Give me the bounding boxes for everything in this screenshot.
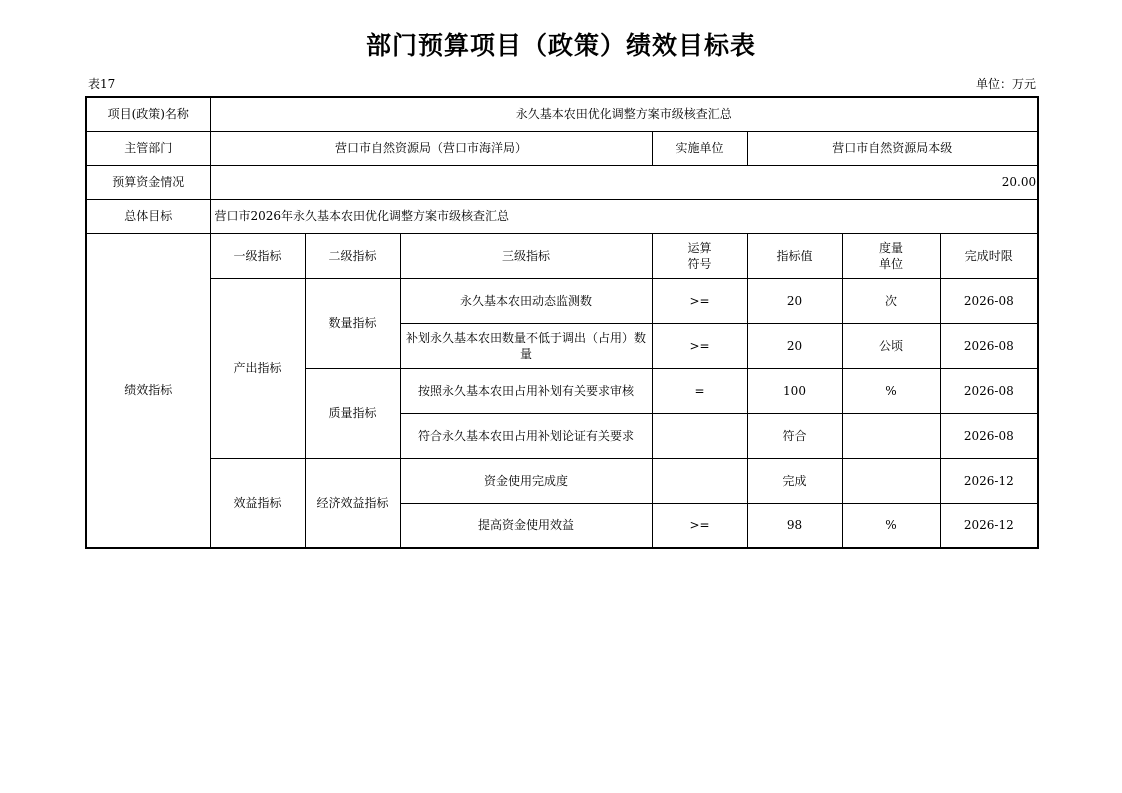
goal-value: 营口市2026年永久基本农田优化调整方案市级核查汇总: [210, 199, 1038, 233]
deadline-cell: 2026-08: [940, 323, 1038, 368]
deadline-cell: 2026-12: [940, 458, 1038, 503]
l2-quality: 质量指标: [305, 368, 400, 458]
deadline-cell: 2026-08: [940, 413, 1038, 458]
col-header-l1: 一级指标: [210, 233, 305, 278]
value-cell: 100: [747, 368, 842, 413]
l3-cell: 永久基本农田动态监测数: [400, 278, 652, 323]
impl-value: 营口市自然资源局本级: [747, 131, 1038, 165]
value-cell: 98: [747, 503, 842, 548]
col-header-l2: 二级指标: [305, 233, 400, 278]
budget-label: 预算资金情况: [86, 165, 210, 199]
l3-cell: 符合永久基本农田占用补划论证有关要求: [400, 413, 652, 458]
table-number: 表17: [88, 77, 116, 91]
operator-cell: >=: [652, 278, 747, 323]
unit-cell: %: [842, 368, 940, 413]
col-header-deadline: 完成时限: [940, 233, 1038, 278]
impl-label: 实施单位: [652, 131, 747, 165]
operator-cell: [652, 413, 747, 458]
operator-cell: =: [652, 368, 747, 413]
operator-cell: [652, 458, 747, 503]
project-name-label: 项目(政策)名称: [86, 97, 210, 131]
l3-cell: 按照永久基本农田占用补划有关要求审核: [400, 368, 652, 413]
l2-quantity: 数量指标: [305, 278, 400, 368]
row-department: [86, 131, 1038, 165]
unit-cell: 次: [842, 278, 940, 323]
dept-value: 营口市自然资源局（营口市海洋局）: [210, 131, 652, 165]
budget-value: 20.00: [210, 165, 1038, 199]
unit-cell: 公顷: [842, 323, 940, 368]
unit-cell: [842, 458, 940, 503]
deadline-cell: 2026-08: [940, 368, 1038, 413]
value-cell: 完成: [747, 458, 842, 503]
performance-target-table: [85, 96, 1039, 549]
l3-cell: 提高资金使用效益: [400, 503, 652, 548]
unit-cell: %: [842, 503, 940, 548]
unit-label: 单位：万元: [975, 77, 1036, 91]
project-name-value: 永久基本农田优化调整方案市级核查汇总: [210, 97, 1038, 131]
perf-indicator-label: 绩效指标: [86, 233, 210, 548]
deadline-cell: 2026-08: [940, 278, 1038, 323]
table-row: [86, 278, 1038, 323]
col-header-operator: 运算 符号: [652, 233, 747, 278]
col-header-value: 指标值: [747, 233, 842, 278]
value-cell: 20: [747, 278, 842, 323]
page-title: 部门预算项目（政策）绩效目标表: [365, 31, 756, 60]
l1-output: 产出指标: [210, 278, 305, 458]
deadline-cell: 2026-12: [940, 503, 1038, 548]
operator-cell: >=: [652, 503, 747, 548]
col-header-l3: 三级指标: [400, 233, 652, 278]
operator-cell: >=: [652, 323, 747, 368]
row-goal: [86, 199, 1038, 233]
row-budget: [86, 165, 1038, 199]
l2-economic: 经济效益指标: [305, 458, 400, 548]
goal-label: 总体目标: [86, 199, 210, 233]
l3-cell: 资金使用完成度: [400, 458, 652, 503]
col-header-unit: 度量 单位: [842, 233, 940, 278]
table-row: [86, 458, 1038, 503]
l3-cell: 补划永久基本农田数量不低于调出（占用）数量: [400, 323, 652, 368]
row-project-name: [86, 97, 1038, 131]
unit-cell: [842, 413, 940, 458]
dept-label: 主管部门: [86, 131, 210, 165]
value-cell: 20: [747, 323, 842, 368]
value-cell: 符合: [747, 413, 842, 458]
row-indicator-header: [86, 233, 1038, 278]
l1-benefit: 效益指标: [210, 458, 305, 548]
